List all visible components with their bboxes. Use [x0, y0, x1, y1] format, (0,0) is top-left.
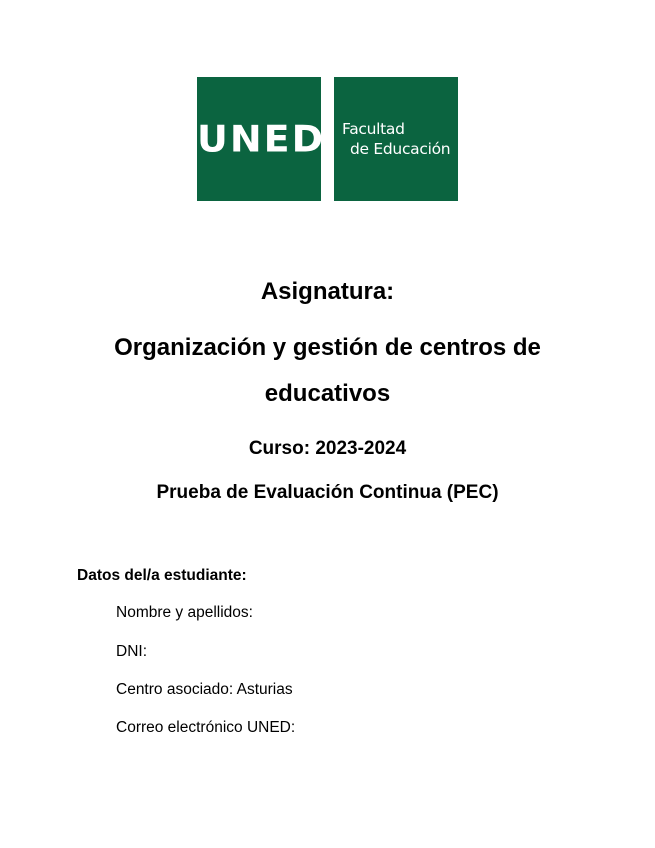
dni-field-label: DNI: [116, 643, 147, 660]
faculty-logo-line1: Facultad [342, 120, 405, 138]
name-field-label: Nombre y apellidos: [116, 604, 253, 621]
faculty-logo-line2: de Educación [350, 140, 451, 158]
subject-label: Asignatura: [260, 278, 395, 305]
subject-title-line1: Organización y gestión de centros de [114, 334, 541, 361]
center-field-label: Centro asociado: Asturias [116, 681, 293, 698]
faculty-logo-text [342, 119, 450, 159]
student-data-heading: Datos del/a estudiante: [77, 567, 247, 584]
uned-logo-text: UNED [197, 118, 326, 160]
faculty-logo [334, 77, 458, 201]
subject-title-line2: educativos [264, 380, 391, 407]
uned-logo [197, 77, 326, 201]
test-title: Prueba de Evaluación Continua (PEC) [156, 482, 499, 503]
email-field-label: Correo electrónico UNED: [116, 719, 296, 736]
course-year: Curso: 2023-2024 [248, 438, 407, 459]
